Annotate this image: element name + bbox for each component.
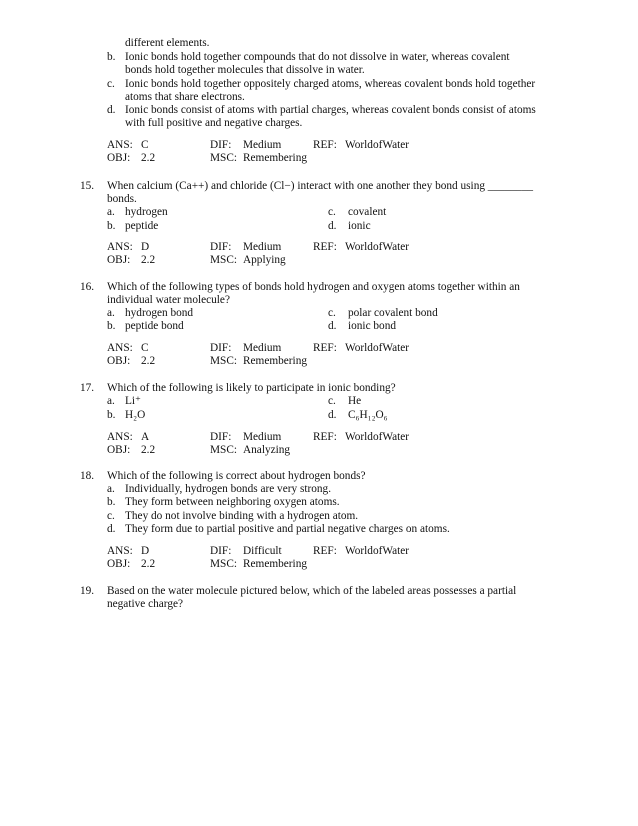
obj-label: OBJ: xyxy=(107,558,131,570)
ref-label: REF: xyxy=(313,342,337,354)
option-text: They form due to partial positive and partial negative charges on atoms. xyxy=(125,523,450,535)
option-letter: c. xyxy=(328,206,336,218)
obj-label: OBJ: xyxy=(107,152,131,164)
option-letter: a. xyxy=(107,307,115,319)
option-text: hydrogen bond xyxy=(125,307,194,319)
obj-value: 2.2 xyxy=(141,558,156,570)
option-d-letter: d. xyxy=(107,104,116,116)
question-stem-line: bonds. xyxy=(107,193,137,205)
option-text: C₆H₁₂O₆ xyxy=(348,409,388,421)
option-text: They do not involve binding with a hydrogen atom. xyxy=(125,510,359,522)
option-letter: c. xyxy=(328,395,336,407)
option-text: hydrogen xyxy=(125,206,168,218)
question-number: 19. xyxy=(80,585,95,597)
option-d-line-2: with full positive and negative charges. xyxy=(125,117,303,129)
option-c-letter: c. xyxy=(107,78,115,90)
dif-value: Medium xyxy=(243,431,282,443)
option-text: peptide bond xyxy=(125,320,184,332)
ref-value: WorldofWater xyxy=(345,431,410,443)
dif-label: DIF: xyxy=(210,241,232,253)
msc-label: MSC: xyxy=(210,558,238,570)
question-number: 16. xyxy=(80,281,95,293)
dif-label: DIF: xyxy=(210,545,232,557)
obj-value: 2.2 xyxy=(141,254,156,266)
option-letter: b. xyxy=(107,320,116,332)
msc-value: Remembering xyxy=(243,152,307,164)
option-text: He xyxy=(348,395,362,407)
dif-label: DIF: xyxy=(210,139,232,151)
ans-value: A xyxy=(141,431,150,443)
option-c-line-1: Ionic bonds hold together oppositely charged atoms, whereas covalent bonds hold together xyxy=(125,78,536,90)
question-stem-line: Which of the following types of bonds hold hydrogen and oxygen atoms together within an xyxy=(107,281,520,293)
question-stem-line: Which of the following is likely to participate in ionic bonding? xyxy=(107,382,396,394)
option-letter: d. xyxy=(328,220,337,232)
question-number: 17. xyxy=(80,382,95,394)
question-number: 18. xyxy=(80,470,95,482)
dif-label: DIF: xyxy=(210,431,232,443)
question-stem-line: negative charge? xyxy=(107,598,184,610)
question-stem-line: Based on the water molecule pictured below, which of the labeled areas possesses a partial xyxy=(107,585,517,597)
msc-label: MSC: xyxy=(210,152,238,164)
option-letter: d. xyxy=(328,409,337,421)
option-d-line-1: Ionic bonds consist of atoms with partial charges, whereas covalent bonds consist of atoms xyxy=(125,104,536,116)
option-b-letter: b. xyxy=(107,51,116,63)
obj-label: OBJ: xyxy=(107,254,131,266)
continuation-first-line: different elements. xyxy=(125,37,210,49)
question-stem-line: individual water molecule? xyxy=(107,294,230,306)
question-stem-line: When calcium (Ca++) and chloride (Cl−) interact with one another they bond using ________ xyxy=(107,180,533,192)
msc-label: MSC: xyxy=(210,444,238,456)
option-text: They form between neighboring oxygen atoms. xyxy=(125,496,340,508)
ans-value: C xyxy=(141,342,149,354)
ans-label: ANS: xyxy=(107,139,133,151)
ans-value: D xyxy=(141,545,150,557)
option-text: ionic xyxy=(348,220,371,232)
ref-value: WorldofWater xyxy=(345,545,410,557)
option-text: Individually, hydrogen bonds are very strong. xyxy=(125,483,332,495)
option-text: covalent xyxy=(348,206,387,218)
ans-label: ANS: xyxy=(107,545,133,557)
option-b-line-1: Ionic bonds hold together compounds that do not dissolve in water, whereas covalent xyxy=(125,51,510,63)
msc-value: Remembering xyxy=(243,355,307,367)
option-letter: d. xyxy=(328,320,337,332)
dif-value: Medium xyxy=(243,241,282,253)
obj-value: 2.2 xyxy=(141,152,156,164)
ref-label: REF: xyxy=(313,431,337,443)
option-c-line-2: atoms that share electrons. xyxy=(125,91,245,103)
ref-label: REF: xyxy=(313,139,337,151)
option-letter: b. xyxy=(107,496,116,508)
option-text: Li⁺ xyxy=(125,395,142,407)
msc-value: Analyzing xyxy=(243,444,291,456)
option-letter: c. xyxy=(107,510,115,522)
dif-label: DIF: xyxy=(210,342,232,354)
option-letter: d. xyxy=(107,523,116,535)
obj-value: 2.2 xyxy=(141,444,156,456)
ans-label: ANS: xyxy=(107,431,133,443)
ans-label: ANS: xyxy=(107,241,133,253)
question-stem-line: Which of the following is correct about hydrogen bonds? xyxy=(107,470,366,482)
msc-label: MSC: xyxy=(210,355,238,367)
option-text: ionic bond xyxy=(348,320,397,332)
ref-label: REF: xyxy=(313,241,337,253)
msc-label: MSC: xyxy=(210,254,238,266)
ans-value: C xyxy=(141,139,149,151)
option-letter: a. xyxy=(107,483,115,495)
ans-value: D xyxy=(141,241,150,253)
ref-label: REF: xyxy=(313,545,337,557)
option-letter: c. xyxy=(328,307,336,319)
ref-value: WorldofWater xyxy=(345,139,410,151)
option-text: polar covalent bond xyxy=(348,307,438,319)
question-number: 15. xyxy=(80,180,95,192)
option-letter: a. xyxy=(107,206,115,218)
option-b-line-2: bonds hold together molecules that dissolve in water. xyxy=(125,64,365,76)
ans-label: ANS: xyxy=(107,342,133,354)
obj-label: OBJ: xyxy=(107,355,131,367)
dif-value: Medium xyxy=(243,139,282,151)
msc-value: Applying xyxy=(243,254,286,266)
option-letter: a. xyxy=(107,395,115,407)
ref-value: WorldofWater xyxy=(345,241,410,253)
ref-value: WorldofWater xyxy=(345,342,410,354)
option-letter: b. xyxy=(107,409,116,421)
dif-value: Difficult xyxy=(243,545,282,557)
obj-value: 2.2 xyxy=(141,355,156,367)
dif-value: Medium xyxy=(243,342,282,354)
option-letter: b. xyxy=(107,220,116,232)
option-text: H₂O xyxy=(125,409,146,421)
msc-value: Remembering xyxy=(243,558,307,570)
option-text: peptide xyxy=(125,220,159,232)
obj-label: OBJ: xyxy=(107,444,131,456)
